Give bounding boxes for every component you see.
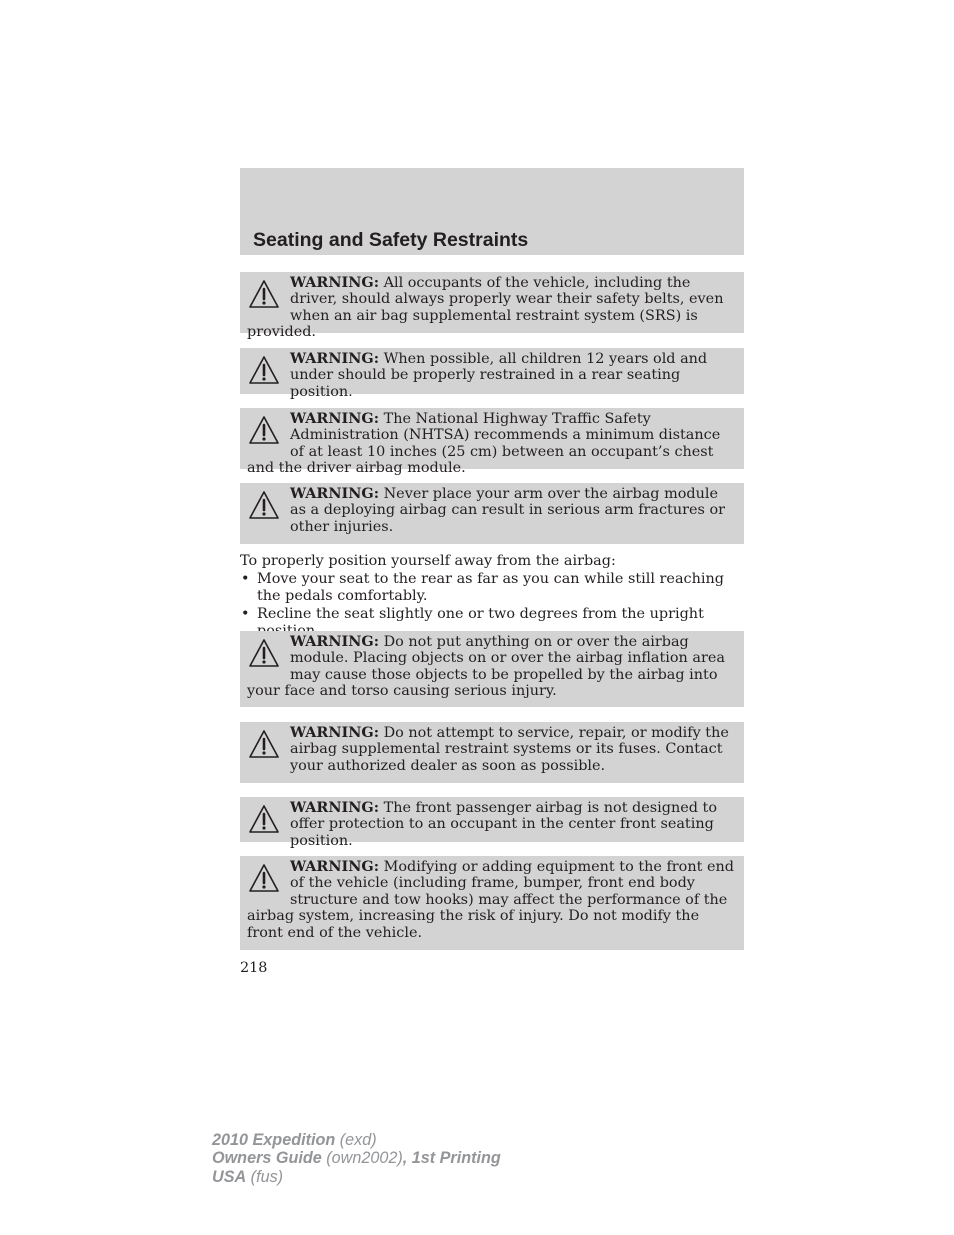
warning-box-2 (240, 348, 744, 400)
footer-line-2 (212, 1149, 501, 1167)
warning-text: Modifying or adding equipment to the front end of the vehicle (including frame, bumper, front end body structure and tow hooks) may affect the performance of the airbag system, increasing the risk of injury. Do not modify the front end of the vehicle. (247, 859, 734, 941)
footer-market: USA (212, 1167, 247, 1186)
warning-text: All occupants of the vehicle, including the driver, should always properly wear their safety belts, even when an air bag supplemental restraint system (SRS) is provided. (247, 275, 724, 341)
footer-printing: , 1st Printing (402, 1149, 501, 1168)
warning-text: The front passenger airbag is not designed to offer protection to an occupant in the center front seating position. (290, 800, 718, 849)
warning-box-1 (240, 272, 744, 341)
intro-paragraph: To properly position yourself away from the airbag: (240, 553, 616, 569)
footer-model: 2010 Expedition (212, 1131, 336, 1149)
list-item (240, 571, 744, 606)
warning-box-8 (240, 856, 744, 950)
list-item-text: Move your seat to the rear as far as you can while still reaching the pedals comfortably. (257, 570, 724, 605)
warning-triangle-icon (248, 279, 280, 310)
warning-box-5 (240, 631, 744, 707)
list-item-text: Recline the seat slightly one or two degrees from the upright (257, 605, 704, 622)
warning-box-3 (240, 408, 744, 477)
document-footer (212, 1131, 501, 1186)
warning-triangle-icon (248, 490, 280, 521)
warning-text: Do not put anything on or over the airbag module. Placing objects on or over the airbag inflation area may cause those objects to be propelled by the airbag into your face and torso causing serious injury. (247, 634, 725, 700)
warning-label: WARNING: (290, 858, 380, 875)
warning-triangle-icon (248, 804, 280, 835)
warning-text: When possible, all children 12 years old and under should be properly restrained in a rear seating position. (290, 351, 708, 400)
warning-label: WARNING: (290, 633, 380, 650)
footer-guide-code: (own2002) (321, 1149, 403, 1168)
warning-text: Never place your arm over the airbag module as a deploying airbag can result in serious arm fractures or other injuries. (290, 486, 726, 535)
warning-triangle-icon (248, 729, 280, 760)
footer-guide: Owners Guide (212, 1149, 322, 1168)
warning-triangle-icon (248, 415, 280, 446)
page-number: 218 (240, 960, 268, 976)
airbag-positioning-text (240, 553, 744, 641)
bullet-mark: • (241, 570, 250, 587)
footer-line-1 (212, 1131, 501, 1149)
warning-label: WARNING: (290, 274, 380, 291)
warning-box-6 (240, 722, 744, 783)
footer-market-code: (fus) (246, 1167, 284, 1186)
warning-label: WARNING: (290, 724, 380, 741)
warning-box-7 (240, 797, 744, 849)
warning-label: WARNING: (290, 410, 380, 427)
warning-triangle-icon (248, 355, 280, 386)
footer-line-3 (212, 1168, 501, 1186)
warning-box-4 (240, 483, 744, 544)
warning-text: The National Highway Traffic Safety Administration (NHTSA) recommends a minimum distance of at least 10 inches (25 cm) between an occupant’s chest and the driver airbag module. (247, 411, 721, 477)
section-header (240, 168, 744, 255)
warning-label: WARNING: (290, 485, 380, 502)
warning-text: Do not attempt to service, repair, or modify the airbag supplemental restraint systems or its fuses. Contact your authorized dealer as soon as possible. (290, 725, 729, 774)
bullet-mark: • (241, 605, 250, 622)
warning-label: WARNING: (290, 799, 380, 816)
footer-model-code: (exd) (335, 1131, 377, 1149)
warning-triangle-icon (248, 863, 280, 894)
warning-label: WARNING: (290, 350, 380, 367)
warning-triangle-icon (248, 638, 280, 669)
section-title: Seating and Safety Restraints (253, 229, 529, 251)
